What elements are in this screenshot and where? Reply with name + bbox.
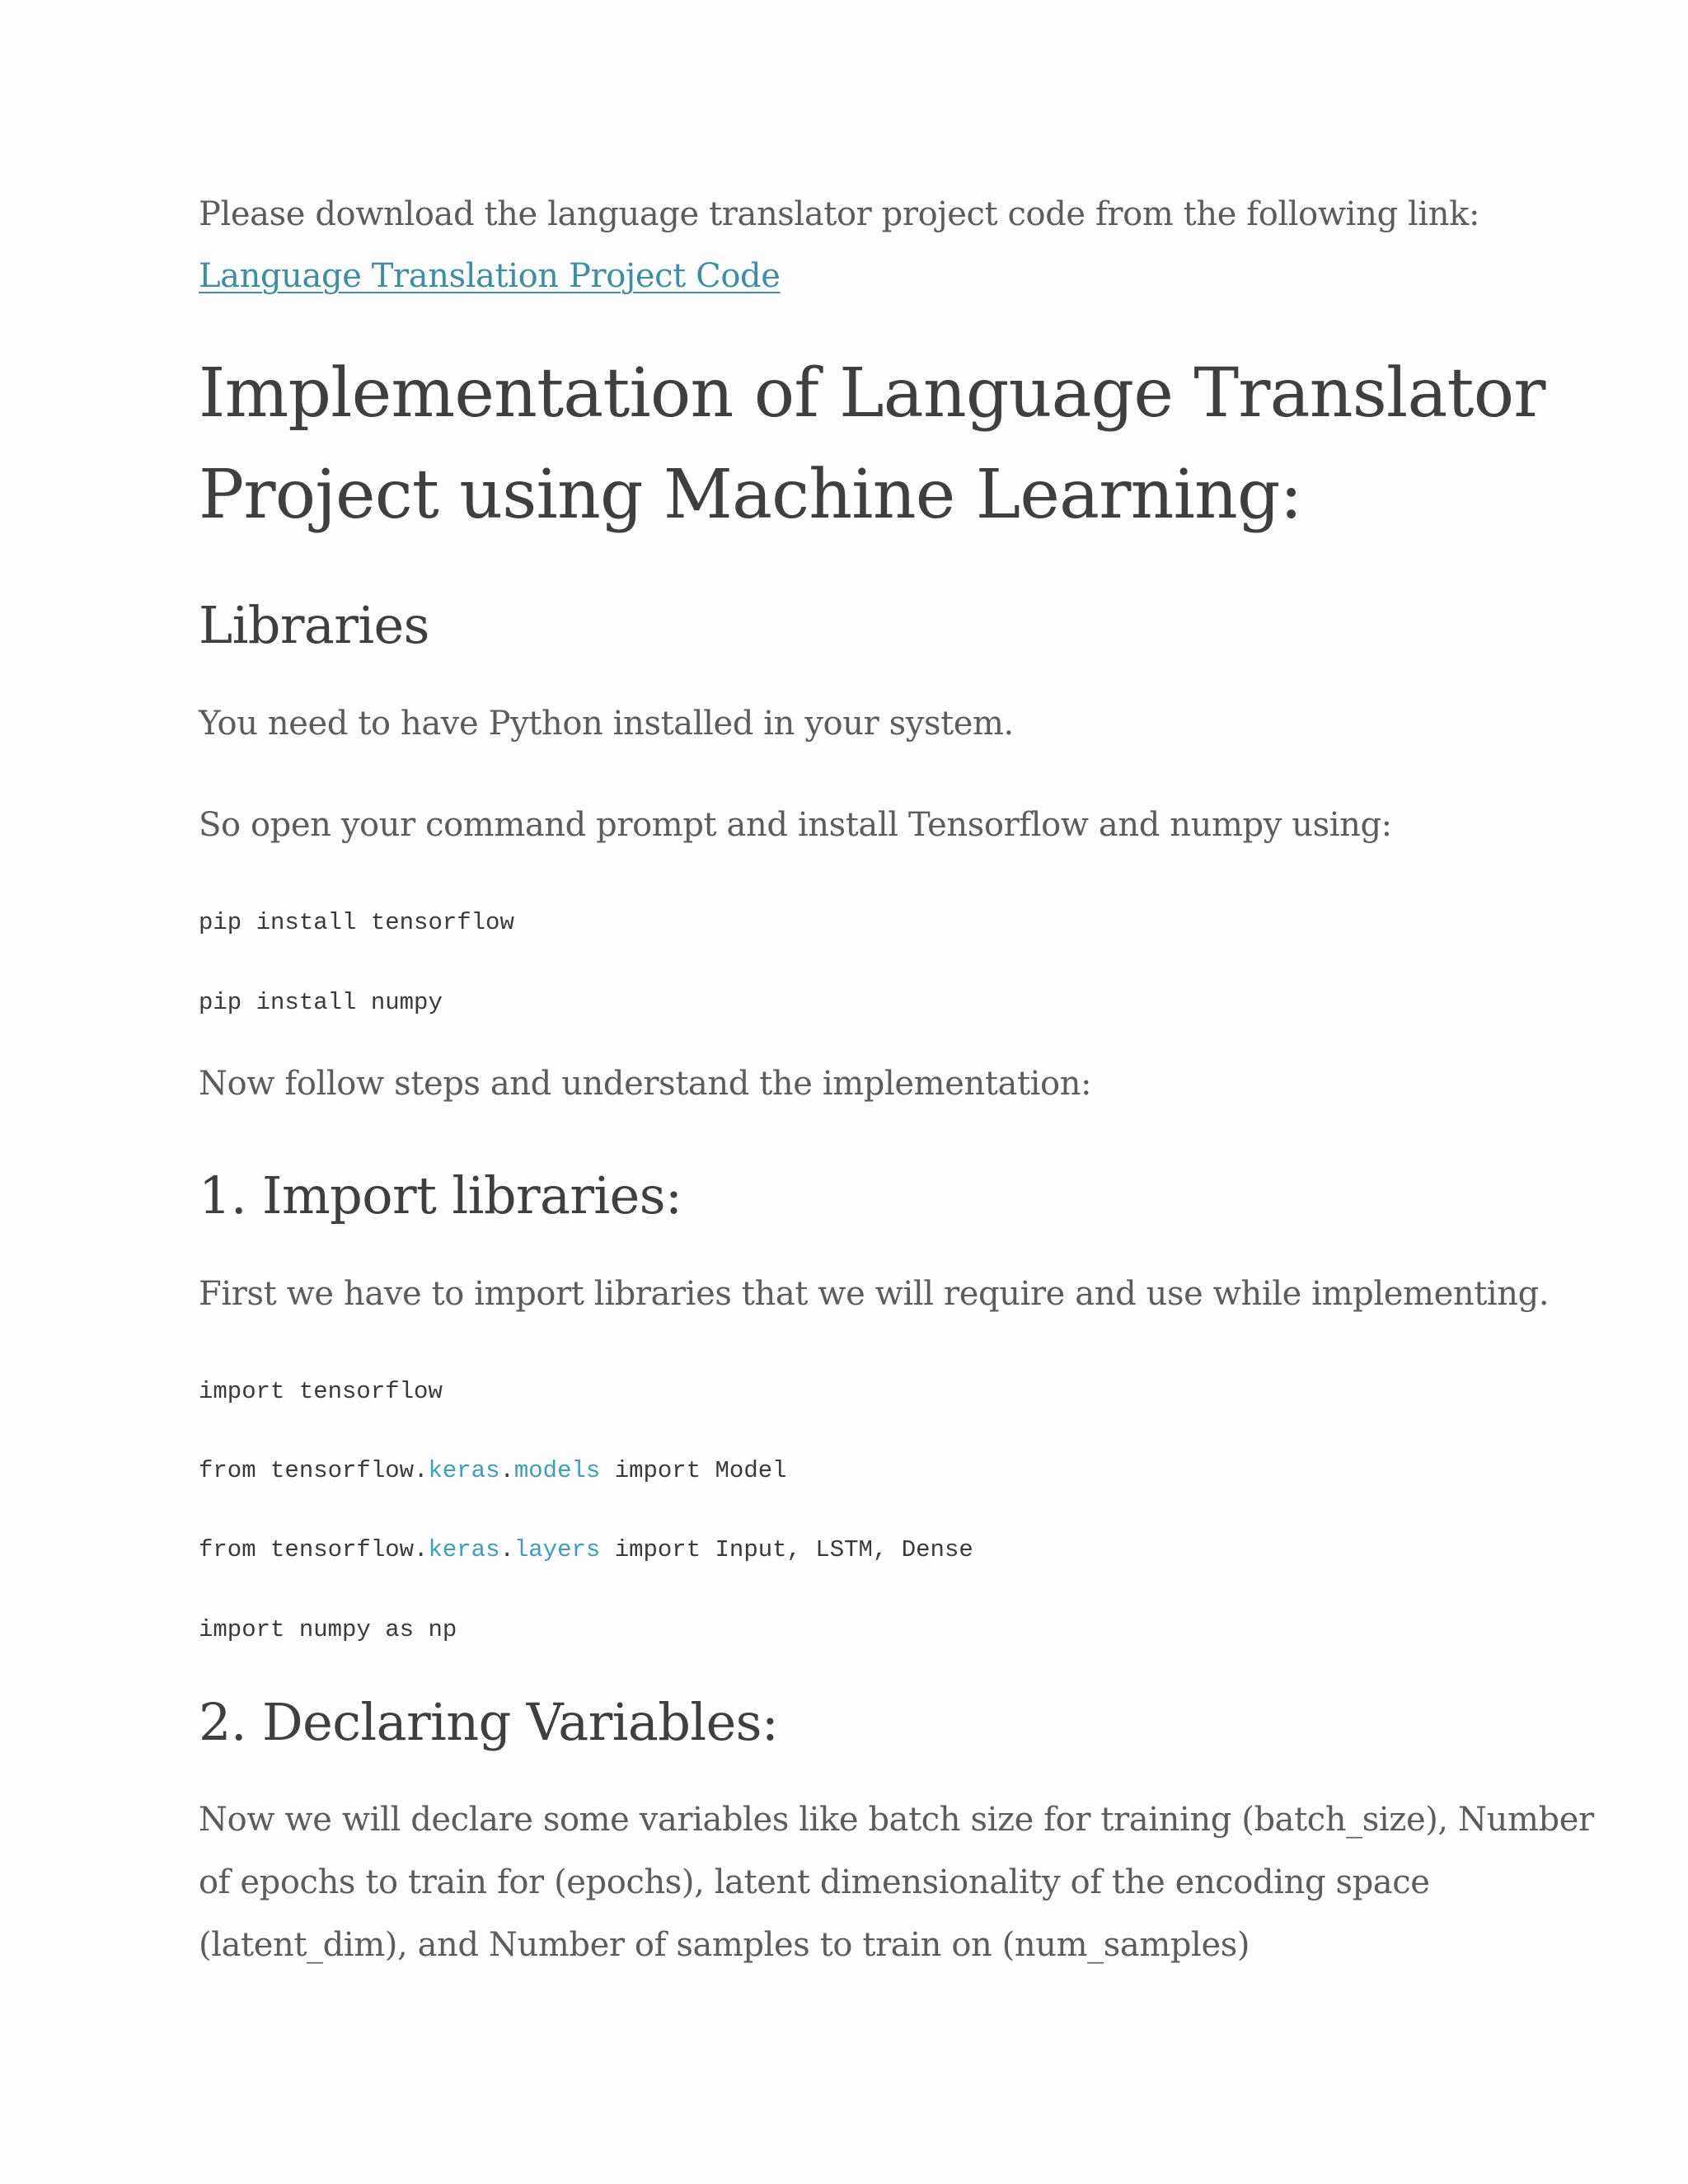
libraries-heading: Libraries bbox=[199, 595, 429, 655]
libraries-para-1: You need to have Python installed in your system. bbox=[199, 705, 1014, 743]
code-token: from tensorflow. bbox=[199, 1457, 429, 1484]
code-token: . bbox=[499, 1536, 514, 1563]
install-command-numpy: pip install numpy bbox=[199, 989, 443, 1016]
step2-para-line-2: of epochs to train for (epochs), latent dimensionality of the encoding space bbox=[199, 1863, 1430, 1901]
step1-para: First we have to import libraries that we will require and use while implementing. bbox=[199, 1275, 1550, 1313]
page-title-line-1: Implementation of Language Translator bbox=[199, 354, 1545, 433]
code-line-import-tensorflow: import tensorflow bbox=[199, 1378, 443, 1405]
libraries-para-2: So open your command prompt and install Tensorflow and numpy using: bbox=[199, 806, 1392, 844]
code-token-attr: models bbox=[513, 1457, 601, 1484]
code-token-attr: layers bbox=[513, 1536, 601, 1563]
project-code-link[interactable]: Language Translation Project Code bbox=[199, 257, 781, 295]
step1-heading: 1. Import libraries: bbox=[199, 1165, 682, 1226]
libraries-para-3: Now follow steps and understand the implementation: bbox=[199, 1065, 1092, 1103]
code-token-attr: keras bbox=[428, 1536, 500, 1563]
install-command-tensorflow: pip install tensorflow bbox=[199, 909, 514, 936]
code-line-import-layers bbox=[199, 1536, 973, 1563]
step2-para-line-1: Now we will declare some variables like batch size for training (batch_size), Number bbox=[199, 1801, 1594, 1839]
code-token: from tensorflow. bbox=[199, 1536, 429, 1563]
code-line-import-model bbox=[199, 1457, 787, 1484]
intro-text: Please download the language translator project code from the following link: bbox=[199, 195, 1480, 233]
code-token: import Model bbox=[600, 1457, 787, 1484]
step2-heading: 2. Declaring Variables: bbox=[199, 1692, 779, 1752]
code-line-import-numpy: import numpy as np bbox=[199, 1616, 457, 1643]
step2-para-line-3: (latent_dim), and Number of samples to train on (num_samples) bbox=[199, 1926, 1250, 1964]
page-title-line-2: Project using Machine Learning: bbox=[199, 456, 1302, 534]
code-token: . bbox=[499, 1457, 514, 1484]
code-token-attr: keras bbox=[428, 1457, 500, 1484]
code-token: import Input, LSTM, Dense bbox=[600, 1536, 973, 1563]
